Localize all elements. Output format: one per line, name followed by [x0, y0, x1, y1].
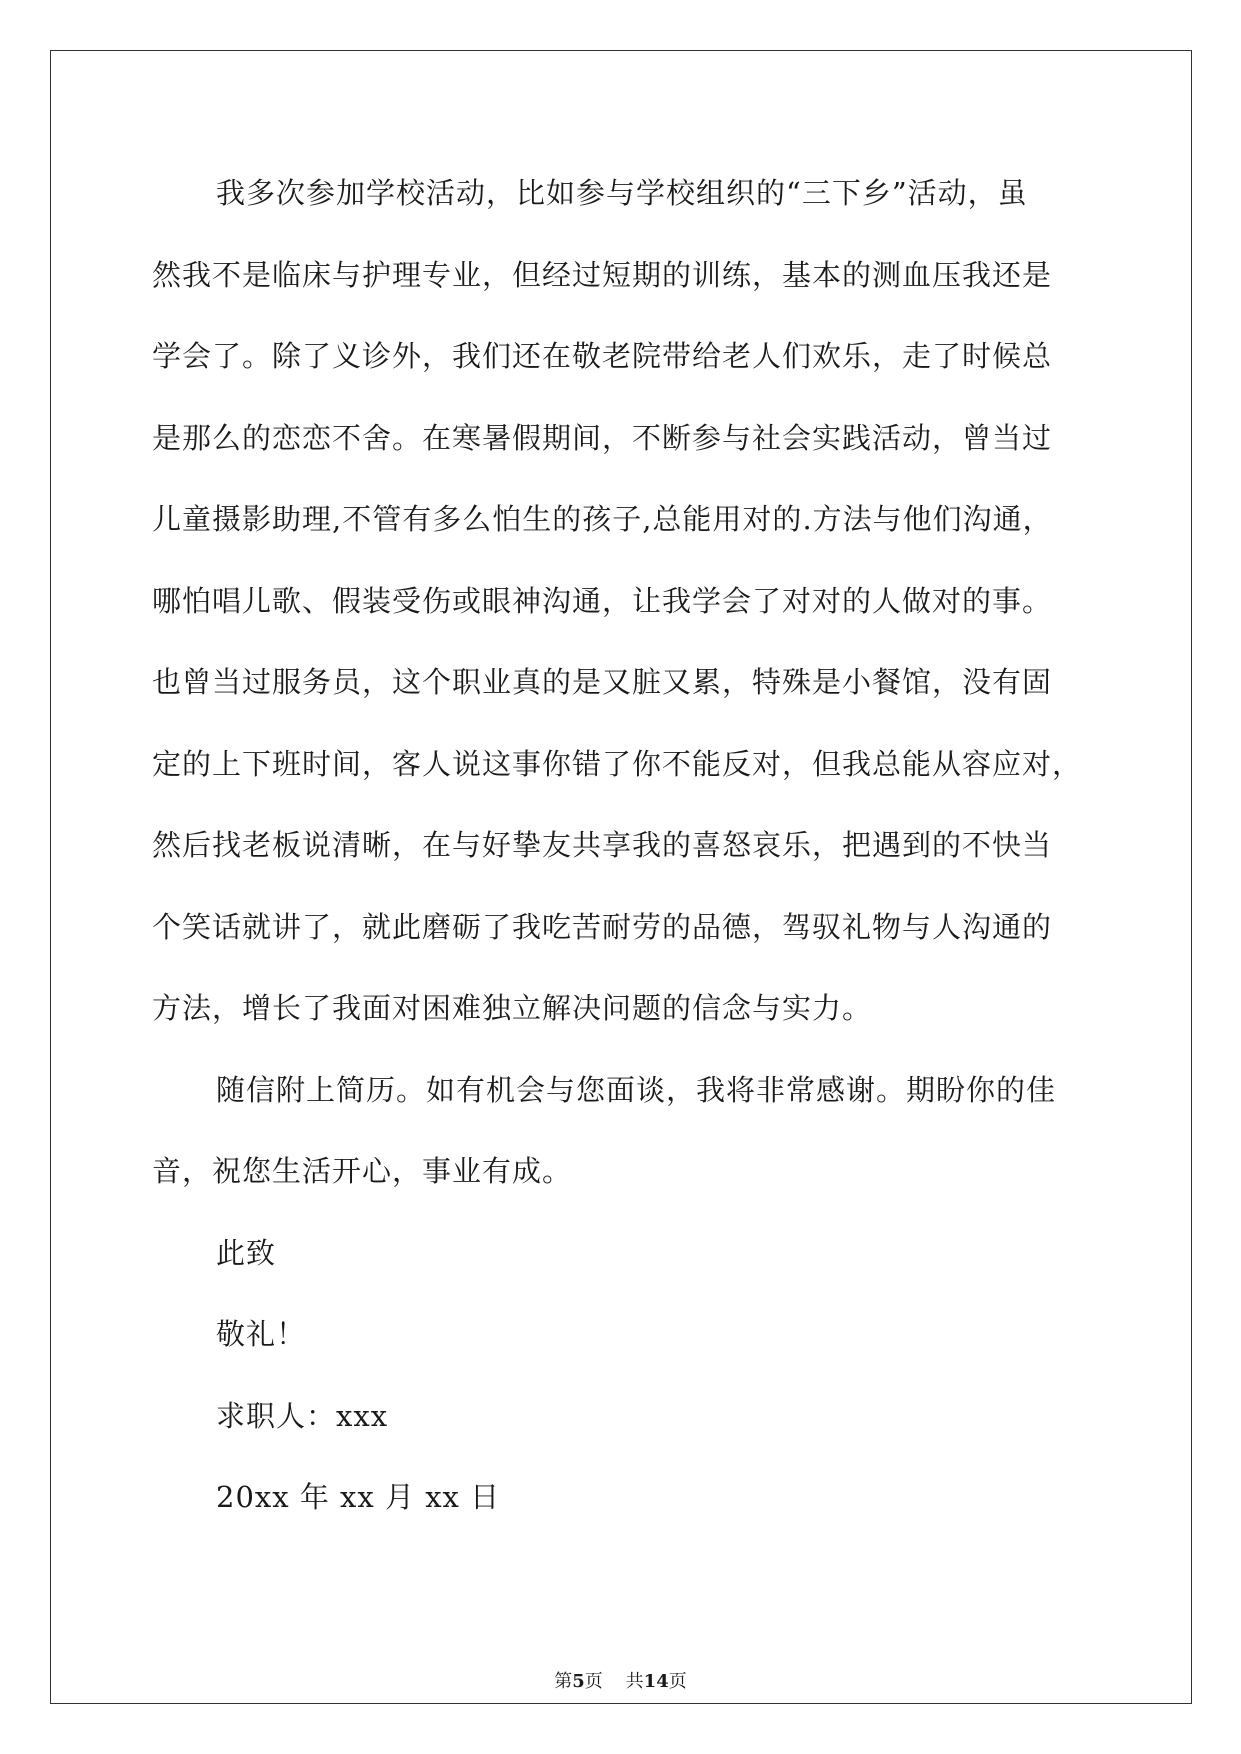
- page-number: 5: [572, 1671, 585, 1692]
- salute-text: 敬礼！: [216, 1317, 307, 1351]
- total-pages: 14: [643, 1671, 669, 1692]
- signature-line: 求职人：xxx: [216, 1398, 389, 1433]
- text-line: 个笑话就讲了，就此磨砺了我吃苦耐劳的品德，驾驭礼物与人沟通的: [152, 909, 1053, 944]
- total-label-suffix: 页: [668, 1671, 687, 1692]
- text-line: 随信附上简历。如有机会与您面谈，我将非常感谢。期盼你的佳: [216, 1072, 1057, 1107]
- text-line: 我多次参加学校活动，比如参与学校组织的“三下乡”活动，虽: [216, 176, 1028, 210]
- text-line: 哪怕唱儿歌、假装受伤或眼神沟通，让我学会了对对的人做对的事。: [152, 583, 1053, 618]
- paragraph-activities: [152, 153, 1096, 1050]
- total-label-prefix: 共: [625, 1671, 644, 1692]
- page-footer: [0, 1670, 1241, 1694]
- text-line: 学会了。除了义诊外，我们还在敬老院带给老人们欢乐，走了时候总: [152, 339, 1053, 373]
- text-line: 然我不是临床与护理专业，但经过短期的训练，基本的测血压我还是: [152, 257, 1053, 292]
- page-label-suffix: 页: [584, 1671, 603, 1692]
- text-line: 是那么的恋恋不舍。在寒暑假期间，不断参与社会实践活动，曾当过: [152, 420, 1053, 455]
- date-line: 20xx 年 xx 月 xx 日: [216, 1480, 501, 1514]
- text-line: 然后找老板说清晰，在与好挚友共享我的喜怒哀乐，把遇到的不快当: [152, 828, 1053, 862]
- closing-text: 此致: [216, 1235, 277, 1270]
- document-body: [152, 153, 1096, 1539]
- text-line: 定的上下班时间，客人说这事你错了你不能反对，但我总能从容应对，: [152, 746, 1083, 781]
- text-line: 音，祝您生活开心，事业有成。: [152, 1154, 573, 1188]
- text-line: 方法，增长了我面对困难独立解决问题的信念与实力。: [152, 991, 873, 1025]
- text-line: 儿童摄影助理,不管有多么怕生的孩子,总能用对的.方法与他们沟通，: [152, 502, 1053, 536]
- page-label-prefix: 第: [554, 1671, 573, 1692]
- paragraph-resume: [152, 1050, 1096, 1213]
- text-line: 也曾当过服务员，这个职业真的是又脏又累，特殊是小餐馆，没有固: [152, 665, 1053, 699]
